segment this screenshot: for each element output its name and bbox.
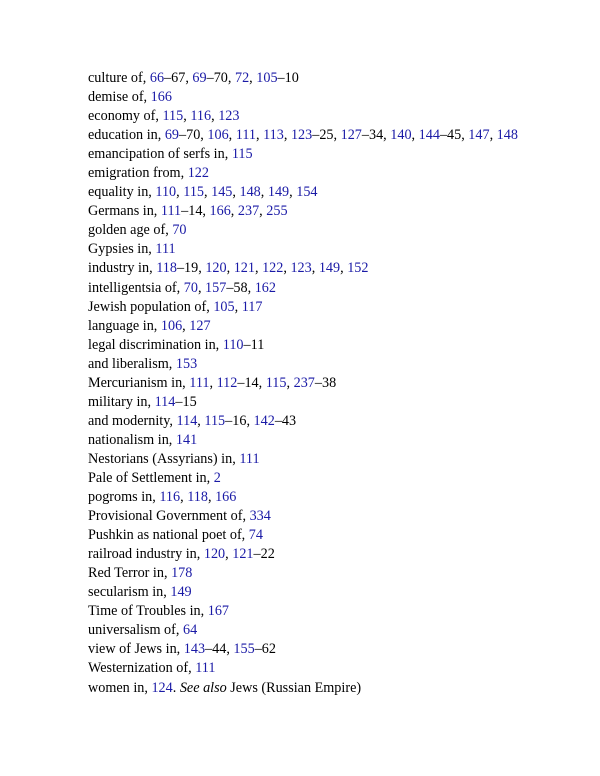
entry-text: –70, — [179, 127, 208, 144]
entry-text: –15 — [175, 393, 197, 410]
entry-text: –25, — [312, 127, 341, 144]
entry-text: Gypsies in, — [88, 241, 156, 258]
index-entry — [88, 202, 518, 221]
index-entry — [88, 279, 518, 298]
page-reference-link[interactable]: 70 — [183, 279, 198, 296]
index-entry — [88, 336, 518, 355]
page-reference-link[interactable]: 113 — [263, 127, 284, 144]
entry-text: , — [411, 127, 419, 144]
page-reference-link[interactable]: 153 — [175, 355, 198, 372]
page-reference-link[interactable]: 148 — [239, 184, 261, 201]
entry-text: –45, — [439, 127, 469, 144]
entry-text: , — [254, 260, 263, 277]
page-reference-link[interactable]: 127 — [189, 317, 211, 334]
entry-text: –62 — [254, 641, 276, 658]
page-reference-link[interactable]: 116 — [190, 108, 212, 125]
entry-text: –10 — [277, 70, 299, 86]
page-reference-link[interactable]: 178 — [171, 565, 193, 582]
page-reference-link[interactable]: 122 — [187, 165, 209, 182]
page-reference-link[interactable]: 106 — [160, 317, 183, 334]
entry-text: view of Jews in, — [88, 641, 184, 658]
entry-text: –19, — [176, 260, 206, 277]
index-entry — [88, 545, 518, 564]
page-reference-link[interactable]: 162 — [254, 279, 276, 296]
entry-text: , — [283, 127, 291, 144]
entry-text: , — [180, 489, 188, 506]
entry-text: Pale of Settlement in, — [88, 469, 214, 486]
entry-text: golden age of, — [88, 222, 173, 239]
page-reference-link[interactable]: 69 — [164, 127, 180, 144]
page-reference-link[interactable]: 118 — [187, 489, 208, 506]
entry-text: Jewish population of, — [88, 298, 214, 315]
entry-text: , — [230, 203, 238, 220]
page-reference-link[interactable]: 237 — [237, 203, 260, 220]
page-reference-link[interactable]: 121 — [233, 260, 255, 277]
index-subentry-list — [88, 69, 518, 698]
page-reference-link[interactable]: 121 — [232, 546, 254, 563]
entry-text: , — [204, 184, 212, 201]
page-reference-link[interactable]: 111 — [160, 203, 182, 220]
entry-text: –70, — [206, 70, 235, 86]
page-reference-link[interactable]: 115 — [231, 146, 253, 163]
page-reference-link[interactable]: 110 — [155, 184, 177, 201]
page-reference-link[interactable]: 112 — [216, 374, 238, 391]
index-entry — [88, 583, 518, 602]
page-reference-link[interactable]: 144 — [418, 127, 440, 144]
page-reference-link[interactable]: 157 — [205, 279, 227, 296]
entry-text: Germans in, — [88, 203, 161, 220]
page-reference-link[interactable]: 105 — [213, 298, 235, 315]
entry-text: culture of, — [88, 70, 150, 86]
entry-text: and liberalism, — [88, 355, 176, 372]
page-reference-link[interactable]: 116 — [159, 489, 181, 506]
entry-text: , — [226, 260, 234, 277]
entry-text: universalism of, — [88, 622, 183, 639]
page-reference-link[interactable]: 166 — [150, 89, 172, 106]
page-reference-link[interactable]: 115 — [162, 108, 184, 125]
entry-text: Provisional Government of, — [88, 508, 250, 525]
page-reference-link[interactable]: 105 — [256, 70, 278, 86]
page-reference-link[interactable]: 114 — [154, 393, 176, 410]
index-entry — [88, 393, 518, 412]
page-reference-link[interactable]: 167 — [207, 603, 229, 620]
entry-text: education in, — [88, 127, 165, 144]
page-reference-link[interactable]: 152 — [347, 260, 369, 277]
page-reference-link[interactable]: 122 — [262, 260, 284, 277]
page-reference-link[interactable]: 237 — [293, 374, 315, 391]
index-entry — [88, 526, 518, 545]
entry-text: , — [211, 108, 219, 125]
page-reference-link[interactable]: 69 — [192, 70, 207, 86]
entry-text: , — [176, 184, 184, 201]
entry-text: –34, — [361, 127, 391, 144]
page-reference-link[interactable]: 255 — [266, 203, 288, 220]
entry-text: industry in, — [88, 260, 157, 277]
see-also-label: See also — [179, 679, 227, 696]
entry-text: , — [256, 127, 264, 144]
entry-text: Mercurianism in, — [88, 374, 190, 391]
page-reference-link[interactable]: 2 — [213, 469, 221, 486]
index-entry — [88, 355, 518, 374]
page-reference-link[interactable]: 74 — [248, 527, 263, 544]
entry-text: , — [289, 184, 297, 201]
entry-text: women in, — [88, 679, 152, 696]
page-reference-link[interactable]: 145 — [211, 184, 233, 201]
page-reference-link[interactable]: 155 — [233, 641, 255, 658]
page-reference-link[interactable]: 111 — [155, 241, 176, 258]
entry-text: , — [283, 260, 291, 277]
index-entry — [88, 488, 518, 507]
entry-text: –11 — [243, 336, 265, 353]
entry-text: Nestorians (Assyrians) in, — [88, 450, 240, 467]
entry-text: , — [259, 203, 267, 220]
entry-text: –14, — [237, 374, 266, 391]
index-entry — [88, 679, 518, 698]
page-reference-link[interactable]: 141 — [175, 431, 198, 448]
entry-text: –14, — [181, 203, 210, 220]
index-entry — [88, 88, 518, 107]
entry-text: –67, — [164, 70, 193, 86]
index-entry — [88, 621, 518, 640]
index-entry — [88, 640, 518, 659]
index-entry — [88, 431, 518, 450]
entry-text: Time of Troubles in, — [88, 603, 208, 620]
page-reference-link[interactable]: 120 — [205, 260, 227, 277]
entry-text: Red Terror in, — [88, 565, 172, 582]
entry-text: , — [286, 374, 294, 391]
entry-text: emancipation of serfs in, — [88, 146, 232, 163]
entry-text: . — [172, 679, 180, 696]
page-reference-link[interactable]: 166 — [215, 489, 237, 506]
entry-text: –43 — [274, 412, 297, 429]
entry-text: –58, — [226, 279, 255, 296]
page-reference-link[interactable]: 147 — [468, 127, 490, 144]
index-entry — [88, 374, 518, 393]
page-reference-link[interactable]: 106 — [207, 127, 229, 144]
page-reference-link[interactable]: 124 — [151, 679, 173, 696]
page-reference-link[interactable]: 66 — [149, 70, 165, 86]
index-entry — [88, 221, 518, 240]
page-reference-link[interactable]: 143 — [183, 641, 206, 658]
page-reference-link[interactable]: 111 — [189, 374, 210, 391]
entry-text: , — [197, 412, 205, 429]
entry-text: emigration from, — [88, 165, 188, 182]
index-entry — [88, 317, 518, 336]
entry-text: , — [489, 127, 497, 144]
entry-text: , — [311, 260, 319, 277]
page-reference-link[interactable]: 334 — [249, 508, 271, 525]
entry-text: language in, — [88, 317, 161, 334]
page-reference-link[interactable]: 149 — [267, 184, 290, 201]
index-entry — [88, 659, 518, 678]
page-reference-link[interactable]: 140 — [390, 127, 412, 144]
page-reference-link[interactable]: 111 — [239, 450, 260, 467]
page-reference-link[interactable]: 117 — [241, 298, 263, 315]
entry-text: and modernity, — [88, 412, 177, 429]
entry-text: –44, — [205, 641, 234, 658]
index-entry — [88, 602, 518, 621]
index-entry — [88, 145, 518, 164]
entry-text: equality in, — [88, 184, 156, 201]
page-reference-link[interactable]: 72 — [234, 70, 250, 86]
index-entry — [88, 107, 518, 126]
entry-text: pogroms in, — [88, 489, 160, 506]
index-entry — [88, 69, 518, 88]
index-entry — [88, 259, 518, 278]
page-reference-link[interactable]: 148 — [496, 127, 518, 144]
page-reference-link[interactable]: 166 — [209, 203, 231, 220]
entry-text: , — [207, 489, 216, 506]
page-reference-link[interactable]: 114 — [176, 412, 198, 429]
index-entry — [88, 164, 518, 183]
index-entry — [88, 564, 518, 583]
entry-text: economy of, — [88, 108, 163, 125]
entry-text: , — [228, 127, 236, 144]
entry-text: , — [182, 317, 190, 334]
entry-text: , — [260, 184, 268, 201]
page-reference-link[interactable]: 123 — [218, 108, 240, 125]
page-reference-link[interactable]: 115 — [265, 374, 287, 391]
entry-text: , — [249, 70, 257, 86]
entry-text: –16, — [225, 412, 254, 429]
index-entry — [88, 469, 518, 488]
entry-text: legal discrimination in, — [88, 336, 223, 353]
page-reference-link[interactable]: 120 — [203, 546, 226, 563]
page-reference-link[interactable]: 111 — [195, 660, 216, 677]
page-reference-link[interactable]: 149 — [170, 584, 192, 601]
entry-text: secularism in, — [88, 584, 171, 601]
page-reference-link[interactable]: 154 — [296, 184, 318, 201]
page-reference-link[interactable]: 149 — [318, 260, 341, 277]
entry-text: , — [234, 298, 242, 315]
entry-text: , — [225, 546, 233, 563]
entry-text: –38 — [314, 374, 337, 391]
entry-text: intelligentsia of, — [88, 279, 184, 296]
entry-text: nationalism in, — [88, 431, 176, 448]
page-reference-link[interactable]: 123 — [290, 127, 313, 144]
index-entry — [88, 412, 518, 431]
page-reference-link[interactable]: 115 — [204, 412, 226, 429]
index-entry — [88, 183, 518, 202]
page-reference-link[interactable]: 118 — [156, 260, 177, 277]
page-reference-link[interactable]: 142 — [253, 412, 275, 429]
page-reference-link[interactable]: 127 — [340, 127, 362, 144]
index-entry — [88, 240, 518, 259]
entry-text: , — [340, 260, 348, 277]
index-entry — [88, 126, 518, 145]
entry-text: Pushkin as national poet of, — [88, 527, 249, 544]
page-reference-link[interactable]: 64 — [182, 622, 198, 639]
page-reference-link[interactable]: 115 — [183, 184, 205, 201]
entry-text: railroad industry in, — [88, 546, 204, 563]
entry-text: Westernization of, — [88, 660, 196, 677]
index-entry — [88, 450, 518, 469]
page-reference-link[interactable]: 123 — [290, 260, 312, 277]
entry-text: , — [183, 108, 191, 125]
entry-text: –22 — [253, 546, 275, 563]
entry-text: , — [232, 184, 240, 201]
page-reference-link[interactable]: 110 — [222, 336, 244, 353]
entry-text: , — [209, 374, 217, 391]
entry-text: Jews (Russian Empire) — [226, 679, 362, 696]
index-entry — [88, 298, 518, 317]
entry-text: , — [197, 279, 206, 296]
entry-text: demise of, — [88, 89, 151, 106]
entry-text: military in, — [88, 393, 155, 410]
index-entry — [88, 507, 518, 526]
page-reference-link[interactable]: 70 — [172, 222, 187, 239]
page-reference-link[interactable]: 111 — [235, 127, 256, 144]
